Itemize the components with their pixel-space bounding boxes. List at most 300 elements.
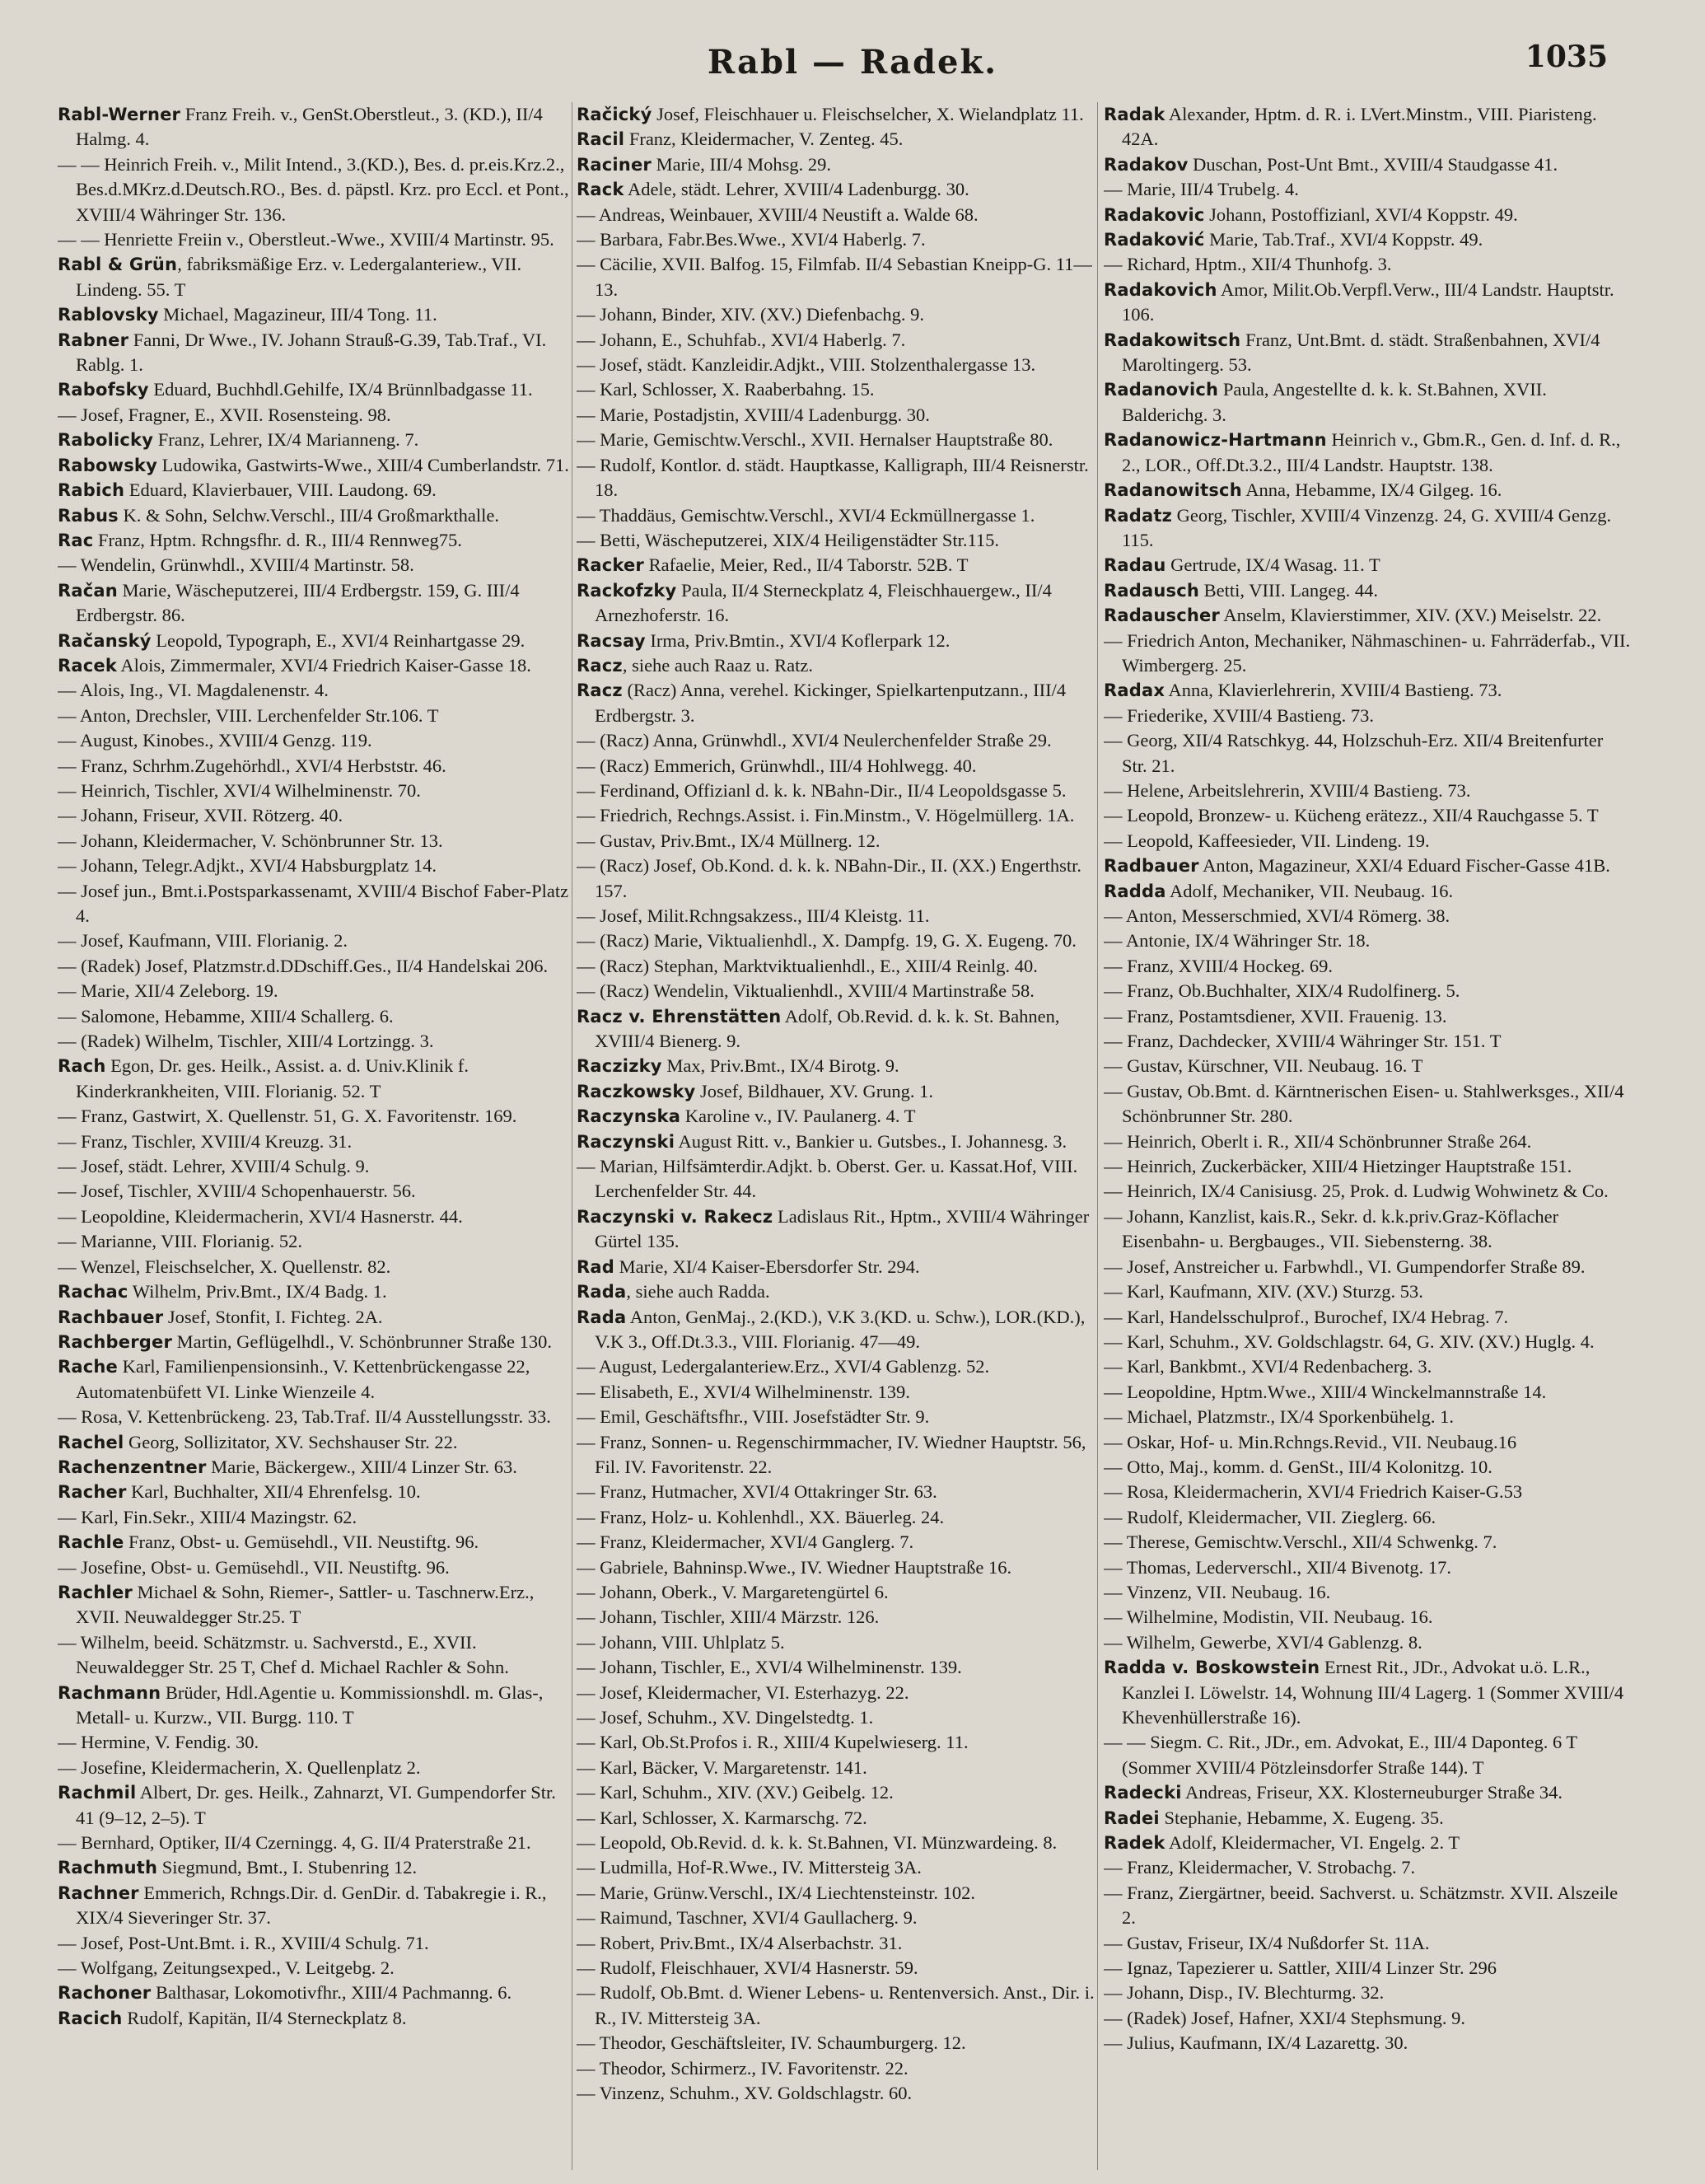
entry-text: — Franz, Holz- u. Kohlenhdl., XX. Bäuerleg. 24. [577, 1506, 945, 1527]
entry-surname: Radanovich [1104, 380, 1219, 400]
directory-entry [58, 403, 575, 428]
directory-entry [1104, 1605, 1633, 1630]
entry-text: Marie, Bäckergew., XIII/4 Linzer Str. 63. [206, 1456, 517, 1477]
entry-text: , fabriksmäßige Erz. v. Ledergalanteriew., VII. Lindeng. 55. T [76, 254, 522, 300]
entry-text: (Racz) Anna, verehel. Kickinger, Spielkartenputzann., III/4 Erdbergstr. 3. [595, 680, 1067, 726]
entry-surname: Radecki [1104, 1783, 1182, 1803]
directory-entry [1104, 1154, 1633, 1179]
entry-text: — Anton, Drechsler, VIII. Lerchenfelder Str.106. T [58, 704, 439, 726]
directory-entry [577, 928, 1095, 953]
entry-text: — Karl, Schlosser, X. Karmarschg. 72. [577, 1807, 867, 1828]
entry-text: Adolf, Kleidermacher, VI. Engelg. 2. T [1165, 1832, 1460, 1854]
directory-entry [577, 1931, 1095, 1956]
entry-text: Anton, Magazineur, XXI/4 Eduard Fischer-Gasse 41B. [1198, 855, 1610, 877]
entry-surname: Rabner [58, 330, 129, 350]
entry-text: — Wilhelm, beeid. Schätzmstr. u. Sachverstd., E., XVII. Neuwaldegger Str. 25 T, Chef d. Michael Rachler & Sohn. [58, 1631, 509, 1678]
directory-entry [1104, 1505, 1633, 1530]
directory-entry [1104, 853, 1633, 878]
entry-text: — Johann, Kleidermacher, V. Schönbrunner Str. 13. [58, 830, 443, 851]
entry-surname: Rachmuth [58, 1858, 158, 1878]
entry-surname: Radda v. Boskowstein [1104, 1658, 1320, 1678]
directory-entry [577, 1405, 1095, 1429]
entry-text: — Marianne, VIII. Florianig. 52. [58, 1231, 303, 1252]
entry-text: — Josef, städt. Kanzleidir.Adjkt., VIII. Stolzenthalergasse 13. [577, 354, 1036, 376]
directory-entry [1104, 152, 1633, 177]
entry-text: Fanni, Dr Wwe., IV. Johann Strauß-G.39, Tab.Traf., VI. Rablg. 1. [76, 329, 547, 376]
column-divider [1097, 102, 1098, 2170]
directory-entry [577, 803, 1095, 828]
entry-text: — Friederike, XVIII/4 Bastieng. 73. [1104, 704, 1375, 726]
directory-entry [1104, 954, 1633, 979]
directory-entry [1104, 1981, 1633, 2005]
entry-text: Adolf, Mechaniker, VII. Neubaug. 16. [1165, 880, 1454, 901]
entry-text: — Franz, Kleidermacher, XVI/4 Ganglerg. 7. [577, 1532, 914, 1553]
directory-entry [577, 1305, 1095, 1355]
entry-text: — Heinrich, Tischler, XVI/4 Wilhelminenstr. 70. [58, 779, 421, 801]
entry-text: Franz, Kleidermacher, V. Zenteg. 45. [624, 129, 904, 150]
entry-text: — Karl, Fin.Sekr., XIII/4 Mazingstr. 62. [58, 1506, 357, 1527]
directory-entry [577, 1730, 1095, 1755]
directory-entry [1104, 803, 1633, 828]
entry-surname: Rache [58, 1357, 118, 1377]
directory-entry [58, 629, 575, 653]
directory-entry [577, 1480, 1095, 1504]
entry-text: — Josef, Anstreicher u. Farbwhdl., VI. Gumpendorfer Straße 89. [1104, 1256, 1586, 1277]
entry-text: — Vinzenz, VII. Neubaug. 16. [1104, 1581, 1331, 1602]
entry-text: — Johann, E., Schuhfab., XVI/4 Haberlg. 7. [577, 329, 906, 350]
directory-entry [1104, 704, 1633, 728]
directory-entry [58, 1029, 575, 1054]
entry-surname: Raczynska [577, 1106, 681, 1127]
directory-entry [1104, 1029, 1633, 1054]
entry-surname: Raczynski [577, 1131, 675, 1152]
entry-surname: Rachoner [58, 1983, 152, 2004]
entry-text: — Georg, XII/4 Ratschkyg. 44, Holzschuh-Erz. XII/4 Breitenfurter Str. 21. [1104, 730, 1604, 776]
entry-text: Balthasar, Lokomotivfhr., XIII/4 Pachmanng. 6. [151, 1982, 512, 2004]
entry-text: — Richard, Hptm., XII/4 Thunhofg. 3. [1104, 254, 1392, 275]
entry-surname: Racz [577, 655, 623, 676]
entry-text: Anna, Klavierlehrerin, XVIII/4 Bastieng. 73. [1165, 680, 1502, 701]
directory-entry [58, 478, 575, 503]
entry-text: — Marie, XII/4 Zeleborg. 19. [58, 980, 278, 1002]
directory-entry [1104, 1630, 1633, 1655]
directory-entry [58, 1330, 575, 1354]
directory-entry [1104, 1380, 1633, 1405]
page-number: 1035 [1525, 40, 1608, 74]
entry-text: — Barbara, Fabr.Bes.Wwe., XVI/4 Haberlg. 7. [577, 229, 926, 250]
entry-text: — Wilhelm, Gewerbe, XVI/4 Gablenzg. 8. [1104, 1631, 1422, 1653]
entry-text: — Robert, Priv.Bmt., IX/4 Alserbachstr. 31. [577, 1932, 903, 1953]
entry-text: Max, Priv.Bmt., IX/4 Birotg. 9. [661, 1055, 899, 1077]
directory-entry [577, 177, 1095, 202]
directory-entry [58, 1179, 575, 1204]
entry-text: Marie, XI/4 Kaiser-Ebersdorfer Str. 294. [614, 1256, 920, 1277]
directory-entry [577, 1255, 1095, 1279]
entry-surname: Rabolicky [58, 430, 154, 451]
entry-text: — Thaddäus, Gemischtw.Verschl., XVI/4 Eckmüllnergasse 1. [577, 504, 1035, 526]
entry-surname: Raczynski v. Rakecz [577, 1206, 773, 1227]
directory-entry [577, 678, 1095, 728]
directory-entry [58, 1129, 575, 1154]
entry-text: — Friedrich Anton, Mechaniker, Nähmaschinen- u. Fahrräderfab., VII. Wimbergerg. 25. [1104, 629, 1631, 676]
entry-text: — Josef, Milit.Rchngsakzess., III/4 Kleistg. 11. [577, 905, 930, 926]
entry-text: , siehe auch Radda. [626, 1281, 770, 1302]
entry-text: — Ignaz, Tapezierer u. Sattler, XIII/4 Linzer Str. 296 [1104, 1957, 1497, 1979]
entry-text: — Karl, Schuhm., XV. Goldschlagstr. 64, G. XIV. (XV.) Huglg. 4. [1104, 1331, 1595, 1352]
entry-text: — Johann, Telegr.Adjkt., XVI/4 Habsburgplatz 14. [58, 855, 437, 877]
directory-entry [58, 1505, 575, 1530]
column-1 [58, 102, 575, 2170]
directory-entry [1104, 1555, 1633, 1580]
directory-entry [58, 1580, 575, 1630]
directory-entry [577, 1956, 1095, 1981]
entry-text: — Elisabeth, E., XVI/4 Wilhelminenstr. 139. [577, 1381, 910, 1402]
directory-entry [58, 1405, 575, 1429]
entry-surname: Rad [577, 1256, 614, 1277]
entry-text: Josef, Stonfit, I. Fichteg. 2A. [163, 1306, 383, 1327]
directory-entry [577, 528, 1095, 553]
entry-surname: Račický [577, 105, 652, 124]
entry-surname: Rachler [58, 1582, 133, 1602]
directory-entry [577, 578, 1095, 629]
directory-entry [1104, 203, 1633, 227]
entry-surname: Radax [1104, 680, 1165, 701]
entry-text: — Rosa, Kleidermacherin, XVI/4 Friedrich Kaiser-G.53 [1104, 1481, 1523, 1503]
directory-entry [58, 1004, 575, 1029]
entry-surname: Rada [577, 1307, 627, 1327]
entry-surname: Rack [577, 180, 624, 200]
entry-surname: Rachner [58, 1882, 139, 1903]
directory-entry [577, 1430, 1095, 1480]
entry-surname: Rada [577, 1282, 627, 1302]
directory-entry [577, 377, 1095, 402]
directory-entry [577, 252, 1095, 302]
entry-text: — (Racz) Josef, Ob.Kond. d. k. k. NBahn-Dir., II. (XX.) Engerthstr. 157. [577, 855, 1082, 901]
directory-entry [577, 2031, 1095, 2055]
directory-entry [1104, 1881, 1633, 1931]
directory-entry [58, 1730, 575, 1755]
directory-entry [1104, 1354, 1633, 1379]
entry-surname: Rachle [58, 1532, 124, 1553]
entry-text: — Franz, Postamtsdiener, XVII. Frauenig. 13. [1104, 1005, 1447, 1027]
entry-text: — Marie, III/4 Trubelg. 4. [1104, 179, 1299, 200]
directory-entry [577, 754, 1095, 779]
directory-entry [1104, 1931, 1633, 1956]
entry-text: — Franz, Dachdecker, XVIII/4 Währinger Str. 151. T [1104, 1031, 1502, 1052]
entry-text: Gertrude, IX/4 Wasag. 11. T [1165, 554, 1380, 576]
directory-entry [58, 102, 575, 152]
entry-surname: Raczizky [577, 1056, 662, 1077]
entry-surname: Radakowitsch [1104, 330, 1241, 350]
entry-text: — Johann, Tischler, E., XVI/4 Wilhelminenstr. 139. [577, 1657, 962, 1678]
entry-text: August Ritt. v., Bankier u. Gutsbes., I. Johannesg. 3. [675, 1130, 1067, 1152]
directory-entry [1104, 1480, 1633, 1504]
entry-surname: Rachberger [58, 1331, 173, 1352]
column-3 [1104, 102, 1633, 2170]
entry-text: — Franz, Hutmacher, XVI/4 Ottakringer Str. 63. [577, 1481, 937, 1503]
directory-entry [577, 1380, 1095, 1405]
directory-entry [58, 1054, 575, 1104]
directory-entry [577, 328, 1095, 353]
entry-surname: Radanowicz-Hartmann [1104, 430, 1327, 451]
entry-text: Heinrich v., Gbm.R., Gen. d. Inf. d. R., 2., LOR., Off.Dt.3.2., III/4 Landstr. Hauptstr. 138. [1122, 429, 1621, 475]
entry-text: — Anton, Messerschmied, XVI/4 Römerg. 38. [1104, 905, 1450, 926]
directory-entry [577, 1004, 1095, 1055]
directory-entry [1104, 2006, 1633, 2031]
entry-text: — Rudolf, Kontlor. d. städt. Hauptkasse, Kalligraph, III/4 Reisnerstr. 18. [577, 454, 1089, 501]
entry-text: Georg, Tischler, XVIII/4 Vinzenzg. 24, G. XVIII/4 Genzg. 115. [1122, 504, 1612, 550]
entry-text: — Marie, Gemischtw.Verschl., XVII. Hernalser Hauptstraße 80. [577, 429, 1053, 451]
directory-entry [1104, 1430, 1633, 1455]
entry-surname: Rabl-Werner [58, 105, 181, 124]
entry-text: Rudolf, Kapitän, II/4 Sterneckplatz 8. [122, 2007, 407, 2028]
entry-text: Siegmund, Bmt., I. Stubenring 12. [157, 1857, 418, 1878]
entry-text: Andreas, Friseur, XX. Klosterneuburger Straße 34. [1181, 1782, 1563, 1803]
directory-entry [1104, 1179, 1633, 1204]
directory-entry [577, 1705, 1095, 1730]
entry-surname: Radanowitsch [1104, 480, 1242, 501]
directory-entry [577, 1831, 1095, 1855]
directory-entry [1104, 1730, 1633, 1780]
directory-entry [577, 1655, 1095, 1680]
entry-text: Karoline v., IV. Paulanerg. 4. T [680, 1106, 916, 1127]
entry-text: — Karl, Handelsschulprof., Burochef, IX/4 Hebrag. 7. [1104, 1306, 1509, 1327]
entry-text: — Johann, Oberk., V. Margaretengürtel 6. [577, 1581, 889, 1602]
directory-entry [58, 152, 575, 227]
entry-text: Marie, Tab.Traf., XVI/4 Koppstr. 49. [1204, 229, 1483, 250]
entry-text: — Raimund, Taschner, XVI/4 Gaullacherg. 9. [577, 1907, 918, 1929]
entry-text: — Franz, XVIII/4 Hockeg. 69. [1104, 955, 1334, 976]
entry-surname: Racek [58, 655, 117, 676]
directory-entry [58, 1480, 575, 1504]
entry-text: — Hermine, V. Fendig. 30. [58, 1732, 259, 1753]
directory-entry [58, 1981, 575, 2005]
entry-text: — Marian, Hilfsämterdir.Adjkt. b. Oberst. Ger. u. Kassat.Hof, VIII. Lerchenfelder Str. 44. [577, 1156, 1078, 1202]
entry-text: Paula, II/4 Sterneckplatz 4, Fleischhauergew., II/4 Arnezhoferstr. 16. [595, 579, 1052, 626]
directory-entry [577, 302, 1095, 327]
directory-entry [1104, 1405, 1633, 1429]
entry-text: — Franz, Ob.Buchhalter, XIX/4 Rudolfinerg. 5. [1104, 980, 1460, 1002]
directory-entry [577, 1354, 1095, 1379]
directory-entry [577, 653, 1095, 678]
entry-text: Irma, Priv.Bmtin., XVI/4 Koflerpark 12. [645, 629, 951, 651]
entry-surname: Racich [58, 2008, 123, 2028]
entry-text: — Marie, Postadjstin, XVIII/4 Ladenburgg. 30. [577, 404, 930, 425]
directory-entry [1104, 928, 1633, 953]
entry-surname: Radak [1104, 105, 1165, 124]
directory-entry [1104, 1305, 1633, 1330]
entry-text: — Thomas, Lederverschl., XII/4 Bivenotg. 17. [1104, 1556, 1451, 1578]
directory-entry [1104, 252, 1633, 277]
directory-entry [1104, 1831, 1633, 1855]
entry-text: Egon, Dr. ges. Heilk., Assist. a. d. Univ.Klinik f. Kinderkrankheiten, VIII. Florianig. 52. T [76, 1055, 469, 1101]
entry-text: — Salomone, Hebamme, XIII/4 Schallerg. 6. [58, 1005, 394, 1027]
entry-text: Wilhelm, Priv.Bmt., IX/4 Badg. 1. [128, 1281, 387, 1302]
entry-text: — Franz, Schrhm.Zugehörhdl., XVI/4 Herbststr. 46. [58, 755, 446, 776]
directory-entry [577, 1681, 1095, 1705]
directory-entry [58, 1154, 575, 1179]
entry-text: Emmerich, Rchngs.Dir. d. GenDir. d. Tabakregie i. R., XIX/4 Sieveringer Str. 37. [76, 1882, 547, 1929]
entry-text: — Leopoldine, Hptm.Wwe., XIII/4 Winckelmannstraße 14. [1104, 1381, 1547, 1402]
entry-text: , siehe auch Raaz u. Ratz. [622, 654, 813, 676]
entry-text: — Karl, Ob.St.Profos i. R., XIII/4 Kupelwieserg. 11. [577, 1732, 969, 1753]
entry-surname: Rabowsky [58, 455, 157, 475]
directory-entry [1104, 1655, 1633, 1730]
directory-entry [58, 1756, 575, 1780]
directory-entry [1104, 1129, 1633, 1154]
entry-text: Adolf, Ob.Revid. d. k. k. St. Bahnen, XVIII/4 Bienerg. 9. [595, 1005, 1060, 1052]
entry-text: Leopold, Typograph, E., XVI/4 Reinhartgasse 29. [151, 629, 526, 651]
directory-entry [58, 1780, 575, 1831]
directory-entry [1104, 1956, 1633, 1981]
directory-entry [577, 152, 1095, 177]
entry-text: — Karl, Schlosser, X. Raaberbahng. 15. [577, 379, 875, 400]
entry-text: — Rudolf, Kleidermacher, VII. Zieglerg. 66. [1104, 1506, 1436, 1527]
entry-text: — August, Ledergalanteriew.Erz., XVI/4 Gablenzg. 52. [577, 1356, 990, 1377]
directory-entry [1104, 428, 1633, 478]
directory-entry [1104, 1004, 1633, 1029]
directory-entry [58, 2006, 575, 2031]
directory-entry [58, 704, 575, 728]
directory-entry [577, 1054, 1095, 1078]
entry-surname: Racher [58, 1482, 127, 1503]
entry-surname: Rachenzentner [58, 1457, 207, 1477]
directory-entry [1104, 177, 1633, 202]
entry-text: — Ferdinand, Offizianl d. k. k. NBahn-Dir., II/4 Leopoldsgasse 5. [577, 779, 1067, 801]
entry-text: Karl, Familienpensionsinh., V. Kettenbrückengasse 22, Automatenbüfett VI. Linke Wienzeile 4. [76, 1356, 530, 1402]
directory-entry [58, 553, 575, 578]
entry-surname: Rachmann [58, 1682, 161, 1703]
directory-entry [577, 1806, 1095, 1831]
entry-text: — Franz, Tischler, XVIII/4 Kreuzg. 31. [58, 1130, 353, 1152]
directory-entry [58, 678, 575, 703]
directory-entry [58, 1831, 575, 1855]
directory-entry [577, 1981, 1095, 2031]
directory-entry [58, 252, 575, 302]
entry-surname: Radakov [1104, 154, 1189, 175]
directory-entry [577, 979, 1095, 1003]
entry-text: — Johann, Disp., IV. Blechturmg. 32. [1104, 1982, 1385, 2004]
directory-entry [1104, 1204, 1633, 1255]
directory-entry [1104, 603, 1633, 628]
entry-text: Marie, III/4 Mohsg. 29. [651, 153, 832, 175]
entry-surname: Rachmil [58, 1783, 137, 1803]
directory-entry [58, 1430, 575, 1455]
directory-entry [577, 1555, 1095, 1580]
entry-text: Martin, Geflügelhdl., V. Schönbrunner Straße 130. [172, 1331, 552, 1352]
entry-text: Josef, Fleischhauer u. Fleischselcher, X. Wielandplatz 11. [652, 104, 1084, 124]
entry-text: Franz, Hptm. Rchngsfhr. d. R., III/4 Rennweg75. [93, 529, 462, 550]
entry-text: — August, Kinobes., XVIII/4 Genzg. 119. [58, 730, 372, 751]
directory-entry [577, 403, 1095, 428]
directory-entry [1104, 328, 1633, 378]
directory-entry [1104, 904, 1633, 928]
entry-text: Franz, Lehrer, IX/4 Marianneng. 7. [153, 429, 419, 451]
entry-text: — Heinrich, Oberlt i. R., XII/4 Schönbrunner Straße 264. [1104, 1130, 1532, 1152]
entry-text: — Leopold, Bronzew- u. Kücheng erätezz., XII/4 Rauchgasse 5. T [1104, 805, 1599, 826]
entry-text: — Antonie, IX/4 Währinger Str. 18. [1104, 930, 1371, 952]
directory-entry [577, 853, 1095, 904]
entry-text: — Johann, Tischler, XIII/4 Märzstr. 126. [577, 1606, 880, 1628]
entry-text: — Franz, Ziergärtner, beeid. Sachverst. u. Schätzmstr. XVII. Alszeile 2. [1104, 1882, 1619, 1929]
entry-text: — Wendelin, Grünwhdl., XVIII/4 Martinstr. 58. [58, 554, 414, 576]
directory-entry [58, 1931, 575, 1956]
directory-entry [58, 503, 575, 528]
directory-entry [58, 1104, 575, 1129]
entry-text: — Cäcilie, XVII. Balfog. 15, Filmfab. II/4 Sebastian Kneipp-G. 11—13. [577, 254, 1092, 300]
directory-entry [58, 979, 575, 1003]
directory-entry [577, 1906, 1095, 1930]
directory-entry [58, 779, 575, 803]
directory-entry [577, 1630, 1095, 1655]
entry-text: Franz, Unt.Bmt. d. städt. Straßenbahnen, XVI/4 Maroltingerg. 53. [1122, 329, 1600, 376]
directory-entry [58, 302, 575, 327]
entry-surname: Radakovic [1104, 204, 1205, 225]
directory-entry [1104, 1580, 1633, 1605]
entry-text: — Johann, Binder, XIV. (XV.) Diefenbachg. 9. [577, 304, 924, 325]
directory-entry [58, 1204, 575, 1229]
directory-entry [58, 328, 575, 378]
directory-entry [58, 1881, 575, 1931]
entry-text: — Gabriele, Bahninsp.Wwe., IV. Wiedner Hauptstraße 16. [577, 1556, 1012, 1578]
entry-surname: Rabl & Grün [58, 255, 178, 275]
entry-text: Ludowika, Gastwirts-Wwe., XIII/4 Cumberlandstr. 71. [156, 454, 569, 475]
entry-surname: Radek [1104, 1833, 1165, 1854]
entry-surname: Radausch [1104, 580, 1199, 601]
directory-entry [58, 853, 575, 878]
entry-text: — — Siegm. C. Rit., JDr., em. Advokat, E., III/4 Daponteg. 6 T (Sommer XVIII/4 Pötzleinsdorfer Straße 144). T [1104, 1732, 1577, 1778]
directory-entry [577, 1079, 1095, 1104]
entry-text: — Vinzenz, Schuhm., XV. Goldschlagstr. 60. [577, 2083, 913, 2104]
entry-text: Adele, städt. Lehrer, XVIII/4 Ladenburgg. 30. [624, 179, 969, 200]
entry-surname: Radei [1104, 1808, 1160, 1828]
entry-surname: Radau [1104, 555, 1166, 576]
directory-entry [58, 1279, 575, 1304]
directory-entry [1104, 1330, 1633, 1354]
directory-entry [577, 102, 1095, 127]
directory-entry [577, 829, 1095, 853]
directory-entry [1104, 2031, 1633, 2055]
directory-entry [1104, 1855, 1633, 1880]
directory-entry [58, 377, 575, 402]
entry-text: — — Henriette Freiin v., Oberstleut.-Wwe., XVIII/4 Martinstr. 95. [58, 229, 554, 250]
directory-entry [58, 428, 575, 452]
directory-entry [58, 227, 575, 252]
directory-entry [58, 1681, 575, 1731]
directory-entry [1104, 227, 1633, 252]
entry-text: Albert, Dr. ges. Heilk., Zahnarzt, VI. Gumpendorfer Str. 41 (9–12, 2–5). T [76, 1782, 556, 1828]
entry-text: Josef, Bildhauer, XV. Grung. 1. [695, 1080, 934, 1101]
entry-text: — Johann, Friseur, XVII. Rötzerg. 40. [58, 805, 343, 826]
directory-entry [577, 1780, 1095, 1805]
entry-text: — Theodor, Schirmerz., IV. Favoritenstr. 22. [577, 2057, 909, 2079]
entry-text: K. & Sohn, Selchw.Verschl., III/4 Großmarkthalle. [118, 504, 500, 526]
directory-entry [58, 928, 575, 953]
entry-surname: Rach [58, 1056, 106, 1077]
entry-surname: Račanský [58, 630, 152, 651]
entry-text: — Gustav, Kürschner, VII. Neubaug. 16. T [1104, 1055, 1423, 1077]
entry-text: Paula, Angestellte d. k. k. St.Bahnen, XVII. Balderichg. 3. [1122, 379, 1547, 425]
directory-entry [58, 754, 575, 779]
entry-text: Brüder, Hdl.Agentie u. Kommissionshdl. m. Glas-, Metall- u. Kurzw., VII. Burgg. 110. T [76, 1681, 544, 1728]
entry-surname: Rachbauer [58, 1307, 164, 1327]
entry-surname: Rachel [58, 1432, 124, 1452]
entry-text: — — Heinrich Freih. v., Milit Intend., 3.(KD.), Bes. d. pr.eis.Krz.2., Bes.d.MKrz.d.Deutsch.RO., Bes. d. päpstl. Krz. pro Eccl. et Pont., XVIII/4 Währinger Str. 136. [58, 153, 569, 225]
directory-entry [58, 578, 575, 629]
directory-entry [58, 803, 575, 828]
directory-entry [58, 728, 575, 753]
entry-text: — Johann, Kanzlist, kais.R., Sekr. d. k.k.priv.Graz-Köflacher Eisenbahn- u. Bergbauges., VII. Siebensterng. 38. [1104, 1205, 1559, 1252]
